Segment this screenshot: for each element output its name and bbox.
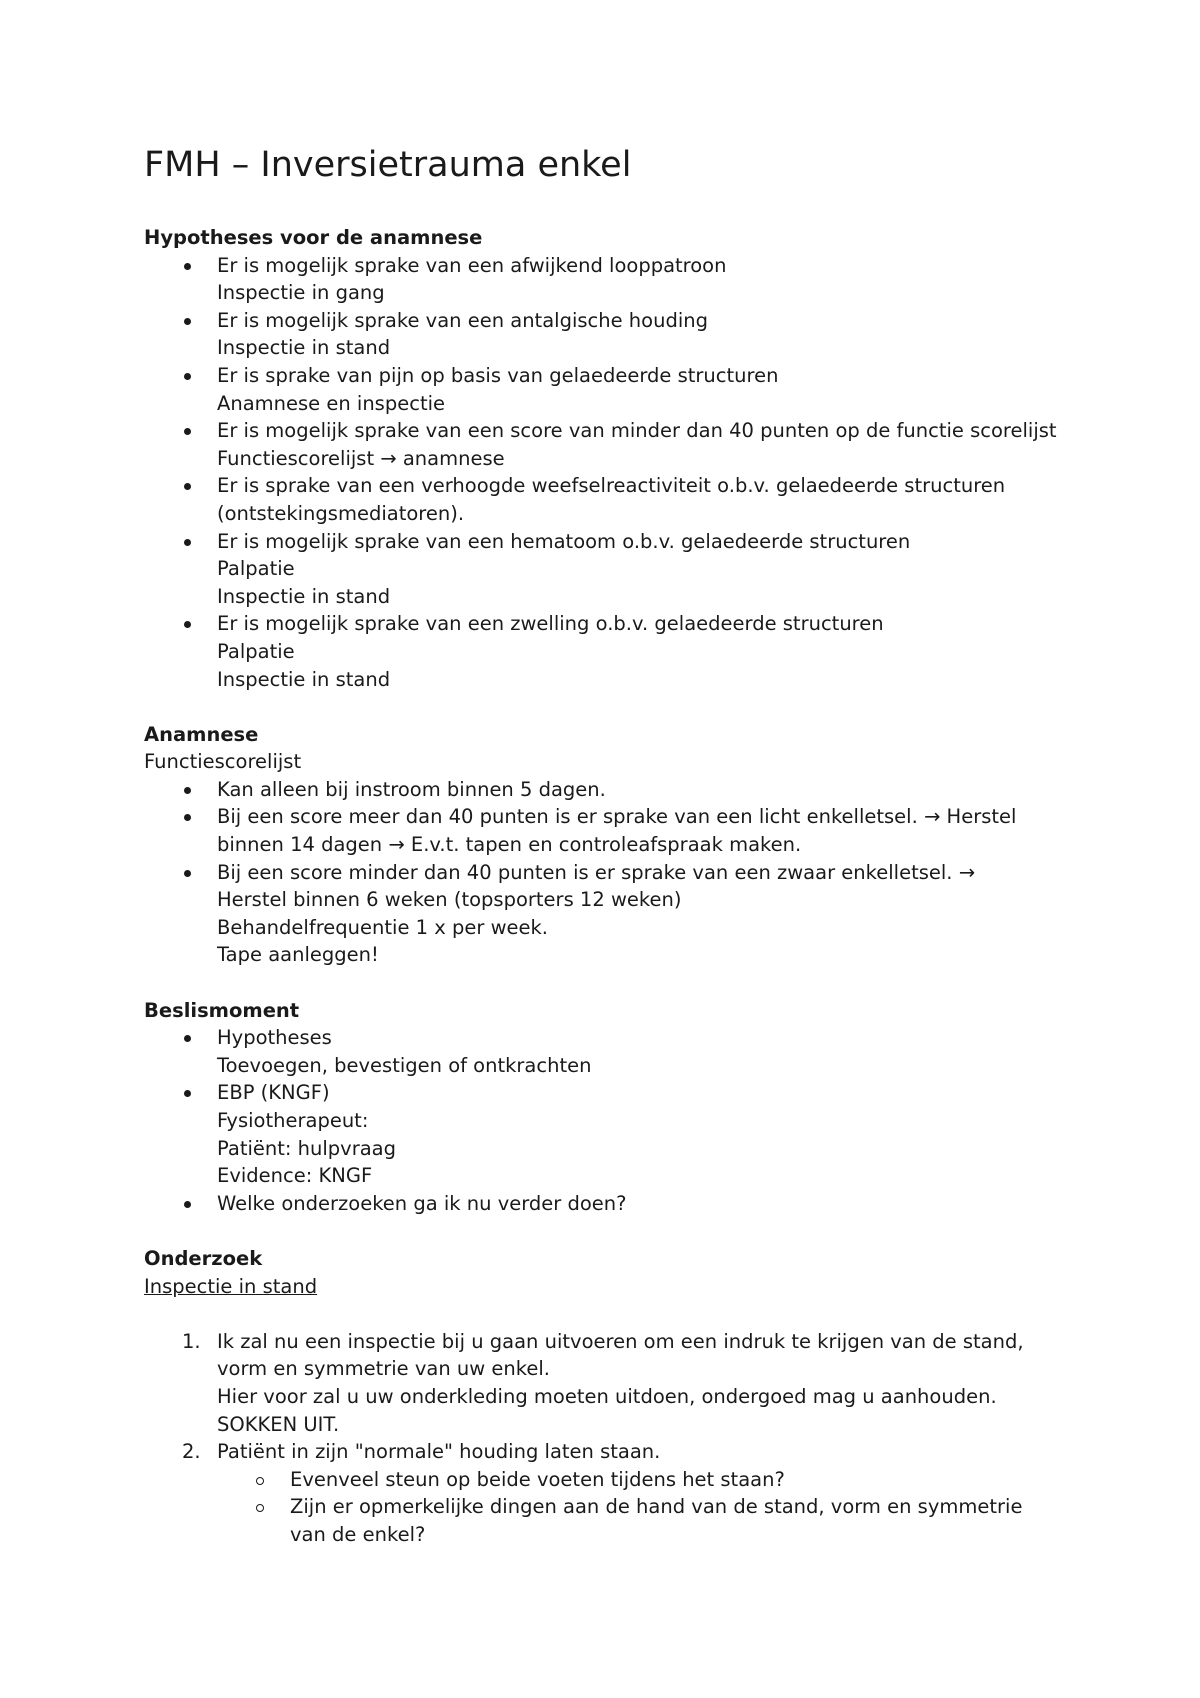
bullet-icon	[184, 621, 191, 628]
bullet-icon	[184, 1035, 191, 1042]
anamnese-list	[144, 776, 1074, 969]
hypotheses-list	[144, 252, 1074, 694]
list-item: Bij een score meer dan 40 punten is er sprake van een licht enkelletsel. → Herstel binnen 14 dagen → E.v.t. tapen en controleafspraak maken.	[144, 803, 1074, 858]
list-item: Welke onderzoeken ga ik nu verder doen?	[144, 1190, 1074, 1218]
list-item: EBP (KNGF) Fysiotherapeut: Patiënt: hulpvraag Evidence: KNGF	[144, 1079, 1074, 1189]
list-item: Hypotheses Toevoegen, bevestigen of ontkrachten	[144, 1024, 1074, 1079]
circle-bullet-icon	[256, 1477, 264, 1485]
sub-list-item: Evenveel steun op beide voeten tijdens het staan?	[144, 1466, 1074, 1494]
list-item: Er is mogelijk sprake van een afwijkend looppatroon Inspectie in gang	[144, 252, 1074, 307]
bullet-icon	[184, 318, 191, 325]
bullet-icon	[184, 483, 191, 490]
bullet-icon	[184, 814, 191, 821]
bullet-icon	[184, 870, 191, 877]
circle-bullet-icon	[256, 1504, 264, 1512]
onderzoek-subheading: Inspectie in stand	[144, 1274, 318, 1298]
list-item: Er is sprake van een verhoogde weefselreactiviteit o.b.v. gelaedeerde structuren (ontstekingsmediatoren).	[144, 472, 1074, 527]
item-number: 1.	[182, 1329, 201, 1353]
bullet-icon	[184, 428, 191, 435]
page-title: FMH – Inversietrauma enkel	[144, 145, 632, 185]
bullet-icon	[184, 1090, 191, 1097]
list-item: Er is mogelijk sprake van een hematoom o.b.v. gelaedeerde structuren Palpatie Inspectie in stand	[144, 528, 1074, 611]
bullet-icon	[184, 539, 191, 546]
document-body	[144, 140, 1074, 1549]
anamnese-heading: Anamnese	[144, 722, 259, 746]
numbered-item: 1. Ik zal nu een inspectie bij u gaan uitvoeren om een indruk te krijgen van de stand, vorm en symmetrie van uw enkel. Hier voor zal u uw onderkleding moeten uitdoen, ondergoed mag u aanhouden. SOKKEN UIT.	[182, 1329, 1024, 1436]
bullet-icon	[184, 373, 191, 380]
hypotheses-heading: Hypotheses voor de anamnese	[144, 226, 483, 249]
item-number: 2.	[182, 1440, 201, 1464]
onderzoek-steps	[144, 1328, 1074, 1549]
bullet-icon	[184, 1201, 191, 1208]
bullet-icon	[184, 263, 191, 270]
list-item: Er is mogelijk sprake van een zwelling o.b.v. gelaedeerde structuren Palpatie Inspectie in stand	[144, 610, 1074, 693]
sub-list-item: Zijn er opmerkelijke dingen aan de hand van de stand, vorm en symmetrie van de enkel?	[144, 1493, 1074, 1548]
numbered-item: 2. Patiënt in zijn "normale" houding laten staan. Evenveel steun op beide voeten tijdens het staan? Zijn er opmerkelijke dingen aan de hand van de stand, vorm en symmetrie van de enkel?	[144, 1438, 1074, 1548]
list-item: Kan alleen bij instroom binnen 5 dagen.	[144, 776, 1074, 804]
anamnese-subheading: Functiescorelijst	[144, 750, 302, 774]
list-item: Er is sprake van pijn op basis van gelaedeerde structuren Anamnese en inspectie	[144, 362, 1074, 417]
list-item: Er is mogelijk sprake van een antalgische houding Inspectie in stand	[144, 307, 1074, 362]
list-item: Bij een score minder dan 40 punten is er sprake van een zwaar enkelletsel. → Herstel binnen 6 weken (topsporters 12 weken) Behandelfrequentie 1 x per week. Tape aanleggen!	[144, 859, 1074, 969]
onderzoek-heading: Onderzoek	[144, 1246, 263, 1270]
beslismoment-list	[144, 1024, 1074, 1217]
bullet-icon	[184, 787, 191, 794]
list-item: Er is mogelijk sprake van een score van minder dan 40 punten op de functie scorelijst Functiescorelijst → anamnese	[144, 417, 1074, 472]
sub-list	[217, 1466, 1074, 1549]
beslismoment-heading: Beslismoment	[144, 998, 300, 1022]
